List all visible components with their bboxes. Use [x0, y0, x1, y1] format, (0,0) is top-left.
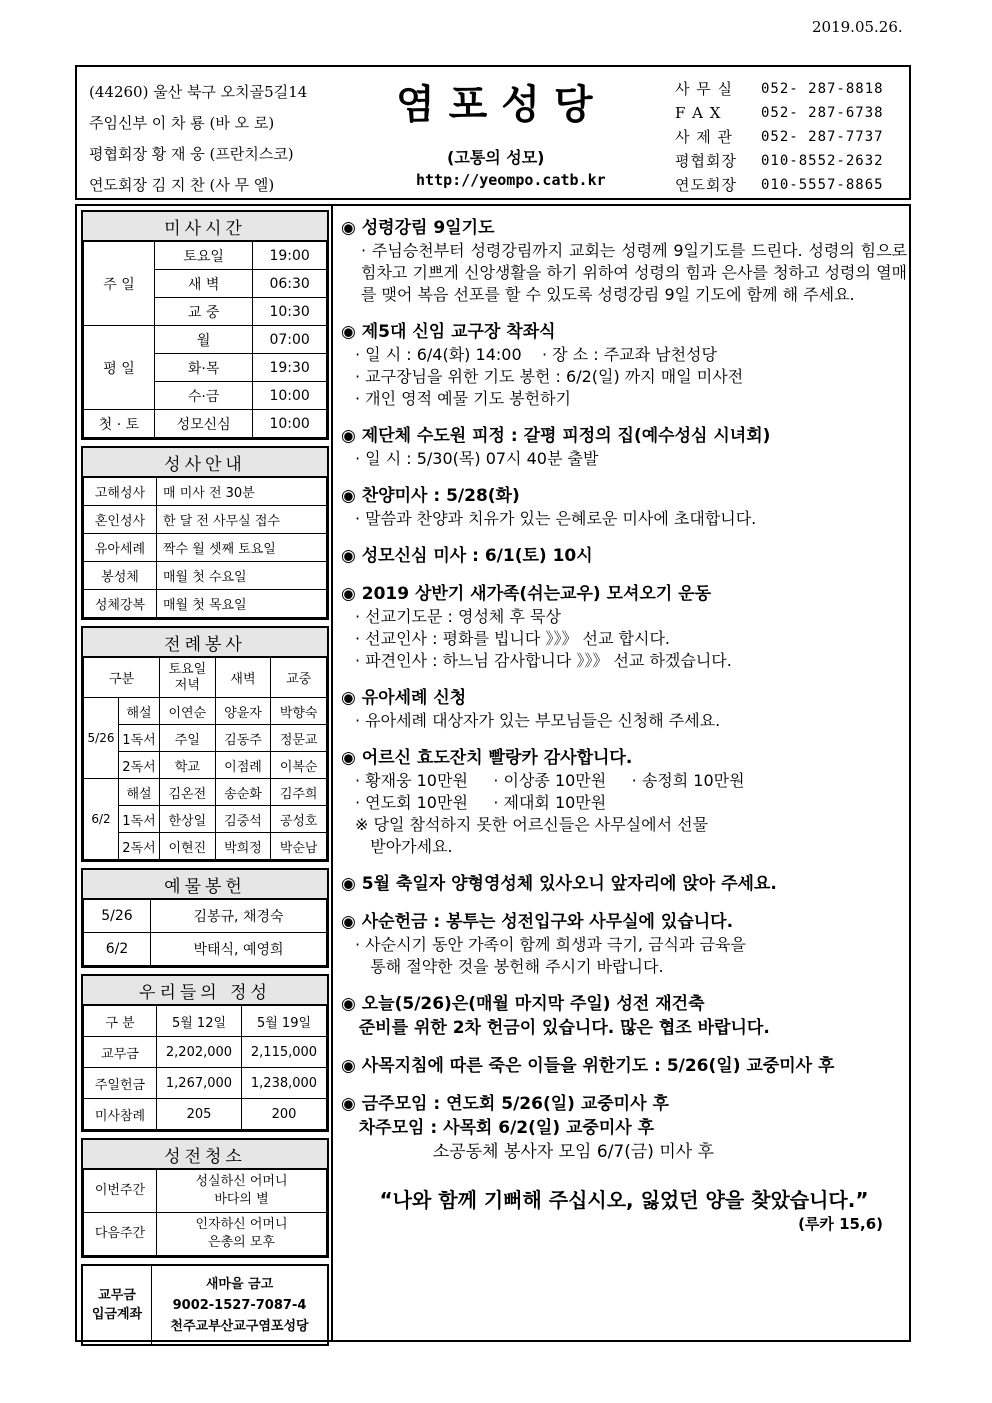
notice-item: ◉ 유아세례 신청 · 유아세례 대상자가 있는 부모님들은 신청해 주세요.	[341, 688, 721, 730]
mass-times-section	[81, 210, 329, 440]
notices-column	[341, 216, 907, 1234]
bulletin-date: 2019.05.26.	[812, 18, 903, 36]
account-label: 교무금 입금계좌	[83, 1266, 152, 1344]
parish-title: 염포성당	[396, 82, 607, 128]
column-divider	[331, 206, 333, 1340]
main-box	[75, 204, 911, 1342]
donations-section	[81, 974, 329, 1132]
notice-item: ◉ 어르신 효도잔치 빨랑카 감사합니다. · 황재웅 10만원 · 이상종 10만원 · 송정희 10만원 · 연도회 10만원 · 제대회 10만원 ※ 당일 참석하지 못한 어르신들은 사무실에서 선물 받아가세요.	[341, 748, 745, 856]
liturgy-title: 전례봉사	[83, 628, 327, 657]
notice-item: ◉ 2019 상반기 새가족(쉬는교우) 모셔오기 운동 · 선교기도문 : 영성체 후 묵상 · 선교인사 : 평화를 빕니다 》》》 선교 합시다. · 파견인사 : 하느님 감사합니다 》》》 선교 하겠습니다.	[341, 584, 732, 670]
parish-subtitle: (고통의 성모)	[447, 148, 545, 167]
offering-table: 5/26 김봉규, 채경숙 6/2 박태식, 예영희	[83, 899, 327, 966]
offering-section	[81, 868, 329, 968]
notice-item: ◉ 제단체 수도원 피정 : 갈평 피정의 집(예수성심 시녀회) · 일 시 : 5/30(목) 07시 40분 출발	[341, 426, 771, 468]
cleaning-table: 이번주간 성실하신 어머니 바다의 별 다음주간 인자하신 어머니 은총의 모후	[83, 1169, 327, 1256]
notice-item: ◉ 찬양미사 : 5/28(화) · 말씀과 찬양과 치유가 있는 은혜로운 미사에 초대합니다.	[341, 486, 757, 528]
first-sat-label: 첫 · 토	[84, 410, 155, 438]
header-left	[89, 77, 307, 201]
cleaning-title: 성전청소	[83, 1140, 327, 1169]
liturgy-table: 구분 토요일 저녁 새벽 교중 5/26 해설 이연순 양윤자 박향숙 1독서 주일 김동주 정문교 2독서 학교 이점례 이복순 6/2 해설 김온전 송순화 김주희 1독서 한상일 김중석 공성호 2독서 이현진 박희정 박순남	[83, 657, 327, 860]
bible-quote-ref: (루카 15,6)	[798, 1215, 883, 1233]
notice-item: ◉ 성모신심 미사 : 6/1(토) 10시	[341, 546, 593, 566]
account-bank: 새마을 금고	[205, 1276, 274, 1292]
notice-item: ◉ 성령강림 9일기도 · 주님승천부터 성령강림까지 교회는 성령께 9일기도를 드린다. 성령의 힘으로 힘차고 기쁘게 신앙생활을 하기 위하여 성령의 힘과 은사를 청하고 성령의 열매를 맺어 복음 선포를 할 수 있도록 성령강림 9일 기도에 함께 해 주세요.	[341, 218, 907, 304]
left-column	[81, 210, 329, 1346]
contact-row: 연도회장 010-5557-8865	[675, 176, 884, 194]
contact-row: F A X 052- 287-6738	[675, 104, 884, 122]
priest: 주임신부 이 차 룡 (바 오 로)	[89, 114, 275, 132]
contact-row: 사 무 실 052- 287-8818	[675, 80, 884, 98]
sacraments-title: 성사안내	[83, 448, 327, 477]
header-box	[75, 65, 911, 200]
sacraments-table: 고해성사 매 미사 전 30분 혼인성사 한 달 전 사무실 접수 유아세례 짝수 월 셋째 토요일 봉성체 매월 첫 수요일 성체강복 매월 첫 목요일	[83, 477, 327, 618]
liturgy-section	[81, 626, 329, 862]
sunday-label: 주 일	[84, 242, 155, 326]
donations-table: 구 분 5월 12일 5월 19일 교무금 2,202,000 2,115,000 주일헌금 1,267,000 1,238,000 미사참례 205 200	[83, 1005, 327, 1130]
notice-item: ◉ 제5대 신임 교구장 착좌식 · 일 시 : 6/4(화) 14:00 · 장 소 : 주교좌 남천성당 · 교구장님을 위한 기도 봉헌 : 6/2(일) 까지 매일 미사전 · 개인 영적 예물 기도 봉헌하기	[341, 322, 744, 408]
cleaning-section	[81, 1138, 329, 1258]
weekday-label: 평 일	[84, 326, 155, 410]
notice-item: ◉ 사목지침에 따른 죽은 이들을 위한기도 : 5/26(일) 교중미사 후	[341, 1056, 835, 1076]
sacraments-section	[81, 446, 329, 620]
notice-item: ◉ 5월 축일자 양형영성체 있사오니 앞자리에 앉아 주세요.	[341, 874, 777, 894]
contact-list	[675, 77, 884, 197]
account-holder: 천주교부산교구염포성당	[170, 1318, 309, 1334]
mass-times-table: 주 일 토요일 19:00 새 벽 06:30 교 중 10:30 평 일 월 07:00 화·목 19:30 수·금 10:00 첫 · 토 성모신심 10:00	[83, 241, 327, 438]
council-chair: 평협회장 황 재 웅 (프란치스코)	[89, 145, 294, 163]
donations-title: 우리들의 정성	[83, 976, 327, 1005]
account-box	[81, 1264, 329, 1346]
mass-times-title: 미사시간	[83, 212, 327, 241]
notice-item: ◉ 금주모임 : 연도회 5/26(일) 교중미사 후 차주모임 : 사목회 6/2(일) 교중미사 후 소공동체 봉사자 모임 6/7(금) 미사 후	[341, 1094, 714, 1162]
offering-title: 예물봉헌	[83, 870, 327, 899]
notice-item: ◉ 사순헌금 : 봉투는 성전입구와 사무실에 있습니다. · 사순시기 동안 가족이 함께 희생과 극기, 금식과 금육을 통해 절약한 것을 봉헌해 주시기 바랍니다.	[341, 912, 746, 976]
parish-url[interactable]: http://yeompo.catb.kr	[416, 171, 606, 189]
account-number: 9002-1527-7087-4	[172, 1297, 307, 1313]
bible-quote: “나와 함께 기뻐해 주십시오, 잃었던 양을 찾았습니다.”	[379, 1188, 869, 1212]
account-info	[152, 1266, 327, 1344]
notice-item: ◉ 오늘(5/26)은(매월 마지막 주일) 성전 재건축 준비를 위한 2차 헌금이 있습니다. 많은 협조 바랍니다.	[341, 994, 770, 1038]
address: (44260) 울산 북구 오치골5길14	[89, 83, 308, 101]
elderly-chair: 연도회장 김 지 찬 (사 무 엘)	[89, 176, 275, 194]
contact-row: 사 제 관 052- 287-7737	[675, 128, 884, 146]
contact-row: 평협회장 010-8552-2632	[675, 152, 884, 170]
